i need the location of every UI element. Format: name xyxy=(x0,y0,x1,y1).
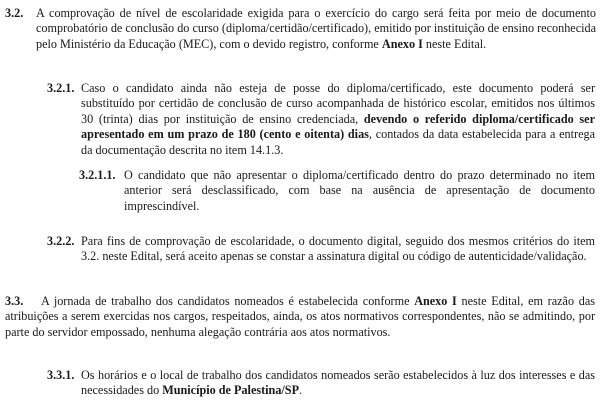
section-number: 3.2.1.1. xyxy=(79,168,116,182)
text-segment: , contados da data estabelecida para a entrega da documentação descrita no item 14.1.3. xyxy=(81,127,595,157)
text-segment: A comprovação de nível de escolaridade exigida para o exercício do cargo será feita por meio de documento comprobatório de conclusão do curso (diploma/certidão/certificado), emitido por instituição de ensino reconhecida pelo Ministério da Educação (MEC), com o devido registro, conforme xyxy=(36,6,596,51)
section-text xyxy=(81,368,595,399)
section-text xyxy=(5,294,595,340)
text-segment: Os horários e o local de trabalho dos candidatos nomeados serão estabelecidos à luz dos interesses e das necessidades do xyxy=(81,368,595,398)
section-text xyxy=(81,234,595,265)
text-segment: O candidato que não apresentar o diploma/certificado dentro do prazo determinado no item anterior será desclassificado, com base na ausência de apresentação de documento imprescindível. xyxy=(124,168,595,213)
text-segment-bold: Anexo I xyxy=(414,294,457,308)
text-segment: Para fins de comprovação de escolaridade, o documento digital, seguido dos mesmos critérios do item 3.2. neste Edital, será aceito apenas se constar a assinatura digital ou código de autenticidade/validação. xyxy=(81,234,595,264)
text-segment: neste Edital, em razão das atribuições a serem exercidas nos cargos, respeitados, ainda, os atos normativos correspondentes, não se admitindo, por parte do servidor empossado, nenhuma alegação contrária aos atos normativos. xyxy=(5,294,595,339)
text-segment-bold: devendo o referido diploma/certificado ser apresentado em um prazo de 180 (cento e oitenta) dias xyxy=(81,111,595,142)
section-number: 3.3.1. xyxy=(47,368,75,382)
section-text xyxy=(36,6,596,52)
text-segment: A jornada de trabalho dos candidatos nomeados é estabelecida conforme xyxy=(41,294,415,308)
section-number: 3.2. xyxy=(5,6,24,20)
text-segment: neste Edital. xyxy=(422,36,487,51)
text-segment-bold: Anexo I xyxy=(381,36,423,51)
section-number: 3.3. xyxy=(5,294,24,308)
text-segment-bold: Município de Palestina/SP xyxy=(162,383,300,398)
section-number: 3.2.1. xyxy=(47,81,75,95)
section-text xyxy=(81,81,595,158)
section-text xyxy=(124,168,595,214)
text-segment: Caso o candidato ainda não esteja de posse do diploma/certificado, este documento poderá ser substituído por certidão de conclusão de curso acompanhada de histórico escolar, emitidos nos últimos 30 (trinta) dias por instituição de ensino credenciada, xyxy=(81,81,595,126)
text-segment: . xyxy=(299,383,303,398)
section-number: 3.2.2. xyxy=(47,234,75,248)
